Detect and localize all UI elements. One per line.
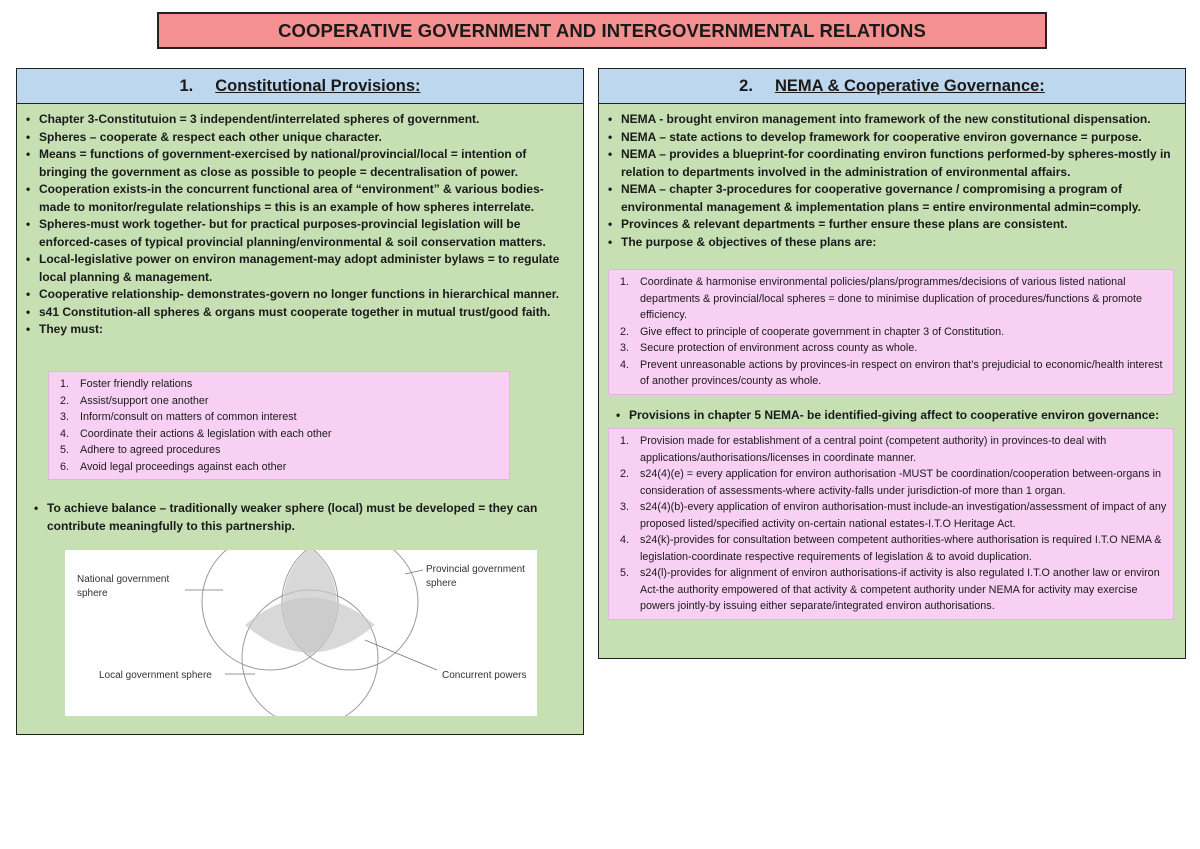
bullet-item: • NEMA – state actions to develop framework for cooperative environ governance = purpose. [607, 129, 1177, 147]
provincial-label: Provincial government [426, 564, 525, 575]
list-item: 3. s24(4)(b)-every application of environ authorisation-must include-an investigation/assessment of impact of any proposed listed/specified activity on-certain national estates-I.T.O Heritage Act. [620, 501, 1167, 530]
bullet-item: • Chapter 3-Constitutuion = 3 independent/interrelated spheres of government. [25, 111, 575, 129]
bullet-item: • NEMA – provides a blueprint-for coordinating environ functions performed-by spheres-mostly in relation to departments involved in the administration of environmental affairs. [607, 146, 1177, 181]
concurrent-label-line [365, 640, 437, 670]
section-number: 1. [179, 76, 194, 95]
list-item: 2. Assist/support one another [60, 394, 209, 407]
bullet-item: • NEMA – chapter 3-procedures for cooperative governance / compromising a program of environmental management & implementation plans = entire environmental admin=comply. [607, 181, 1177, 216]
balance-bullet-list [25, 493, 581, 535]
chapter5-bullet-list [607, 400, 1193, 425]
section-number: 2. [739, 76, 753, 95]
bullet-list [599, 104, 1185, 251]
document-title: COOPERATIVE GOVERNMENT AND INTERGOVERNMENTAL RELATIONS [157, 12, 1047, 49]
bullet-item: • Spheres-must work together- but for practical purposes-provincial legislation will be enforced-cases of typical provincial planning/environmental & soil conservation matters. [25, 216, 575, 251]
panel-header [599, 69, 1185, 104]
bullet-list [17, 104, 583, 339]
bullet-item: • Provinces & relevant departments = further ensure these plans are consistent. [607, 216, 1177, 234]
list-item: 3. Secure protection of environment across county as whole. [620, 342, 918, 354]
bullet-item: • Provisions in chapter 5 NEMA- be identified-giving affect to cooperative environ governance: [615, 407, 1185, 425]
national-label: sphere [77, 588, 108, 599]
bullet-item: • NEMA - brought environ management into framework of the new constitutional dispensation. [607, 111, 1177, 129]
spheres-venn-diagram [65, 550, 537, 716]
objectives-list [608, 269, 1174, 395]
bullet-item: • Means = functions of government-exercised by national/provincial/local = intention of bringing the government as close as possible to people = decentralisation of power. [25, 146, 575, 181]
nema-cooperative-governance-panel [598, 68, 1186, 659]
bullet-item: • Local-legislative power on environ management-may adopt administer bylaws = to regulate local planning & management. [25, 251, 575, 286]
list-item: 4. Prevent unreasonable actions by provinces-in respect on environ that’s prejudicial to economic/health interest of another provinces/county as whole. [620, 358, 1163, 387]
bullet-item: • Cooperation exists-in the concurrent functional area of “environment” & various bodies-made to monitor/regulate relationships = this is an example of how spheres interrelate. [25, 181, 575, 216]
constitutional-provisions-panel [16, 68, 584, 735]
bullet-item: • Cooperative relationship- demonstrates-govern no longer functions in hierarchical manner. [25, 286, 575, 304]
provincial-label: sphere [426, 578, 457, 589]
bullet-item: • The purpose & objectives of these plans are: [607, 234, 1177, 252]
bullet-item: • Spheres – cooperate & respect each other unique character. [25, 129, 575, 147]
local-label: Local government sphere [99, 670, 212, 681]
list-item: 2. Give effect to principle of cooperate government in chapter 3 of Constitution. [620, 325, 1005, 338]
list-item: 4. Coordinate their actions & legislation with each other [60, 427, 332, 440]
list-item: 4. s24(k)-provides for consultation between competent authorities-where authorisation is required I.T.O NEMA & legislation-coordinate respective requirements of legislation & to avoid duplication. [620, 534, 1162, 563]
list-item: 2. s24(4)(e) = every application for environ authorisation -MUST be coordination/cooperation between-organs in consideration of assessments-where activity-falls under jurisdiction-of more than 1 organ. [620, 468, 1162, 497]
bullet-item: • To achieve balance – traditionally weaker sphere (local) must be developed = they can contribute meaningfully to this partnership. [33, 500, 573, 535]
bullet-item: • They must: [25, 321, 575, 339]
section-heading: NEMA & Cooperative Governance: [774, 76, 1045, 95]
they-must-list [48, 371, 510, 480]
list-item: 1. Foster friendly relations [60, 378, 193, 390]
section-heading: Constitutional Provisions: [215, 76, 421, 95]
concurrent-label: Concurrent powers [442, 670, 527, 681]
bullet-item: • s41 Constitution-all spheres & organs must cooperate together in mutual trust/good faith. [25, 304, 575, 322]
list-item: 1. Provision made for establishment of a central point (competent authority) in provinces-to deal with applications/authorisations/licenses in coordinate manner. [620, 435, 1107, 464]
panel-header [17, 69, 583, 104]
list-item: 1. Coordinate & harmonise environmental policies/plans/programmes/decisions of various listed national departments & provincial/local spheres = done to minimise duplication of procedures/functions & promote efficiency. [620, 276, 1143, 321]
list-item: 5. Adhere to agreed procedures [60, 444, 221, 456]
chapter5-provisions-list [608, 428, 1174, 620]
list-item: 3. Inform/consult on matters of common interest [60, 411, 297, 423]
list-item: 6. Avoid legal proceedings against each other [60, 460, 287, 473]
provincial-label-line [405, 570, 423, 574]
local-overlap-shading [245, 598, 375, 653]
list-item: 5. s24(l)-provides for alignment of environ authorisations-if activity is also regulated I.T.O another law or environ Act-the authority empowered of that activity & competent authority under NEMA for activity may exercise powers jointly-by issuing either separate/integrated environ authorisations. [620, 567, 1160, 612]
national-label: National government [77, 574, 170, 585]
